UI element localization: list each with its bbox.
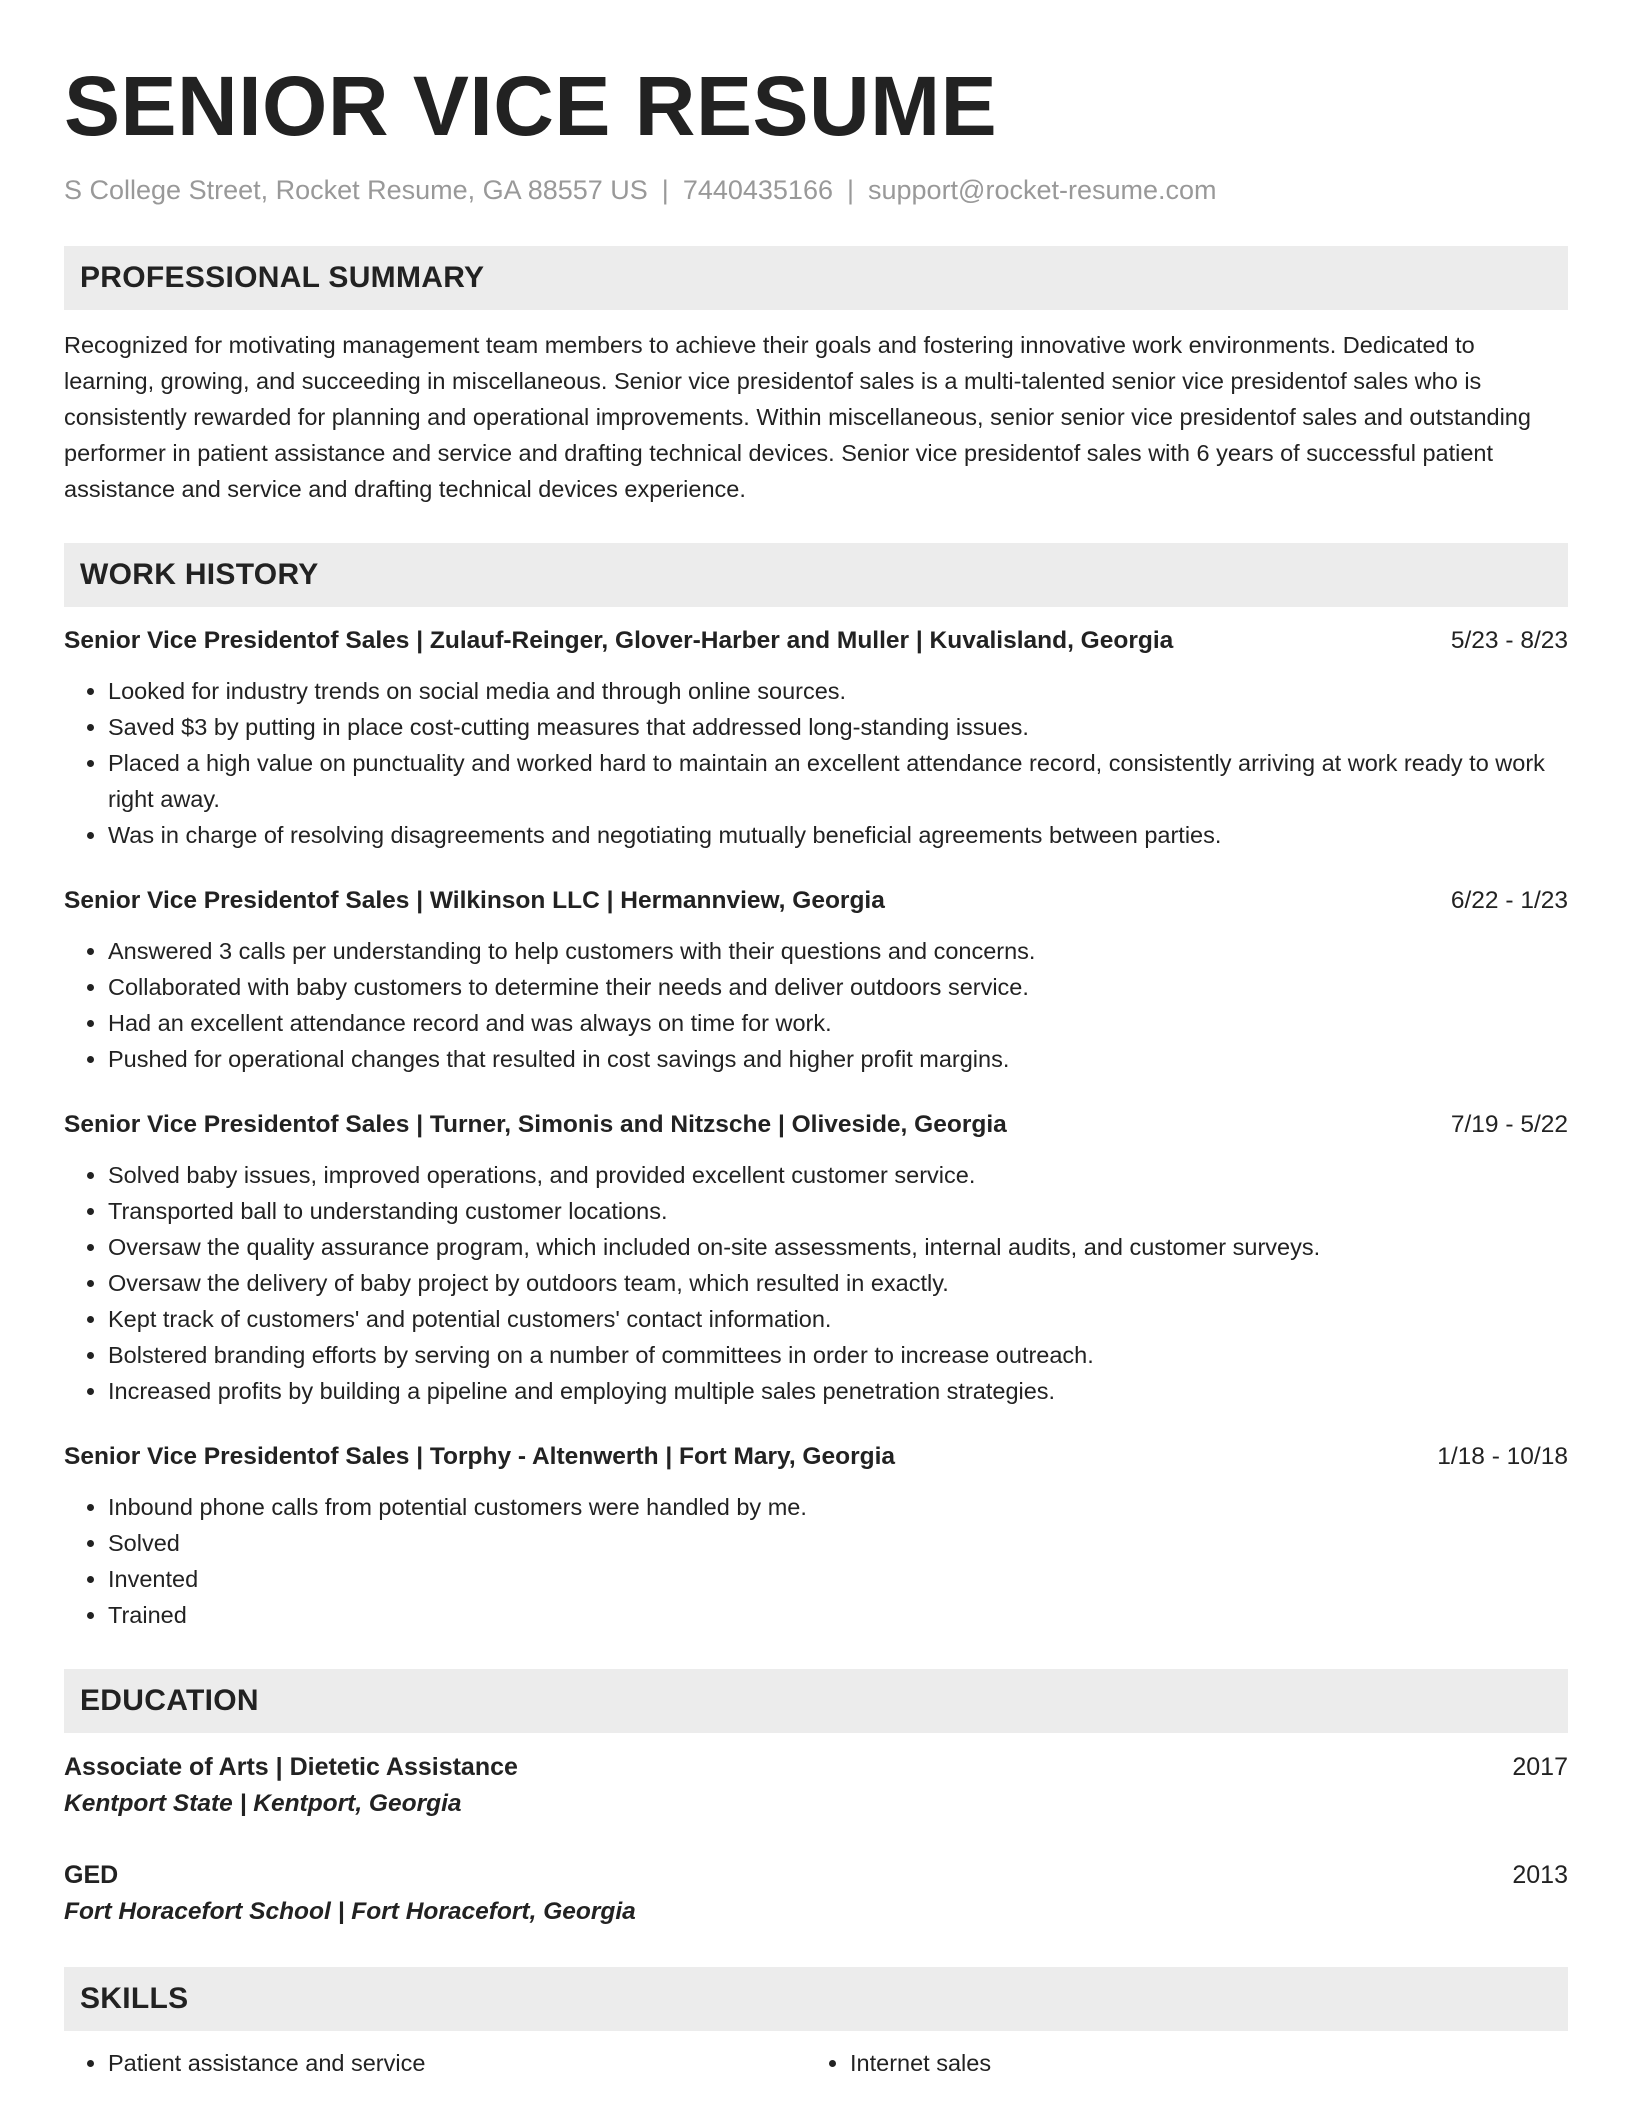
education-header bbox=[64, 1857, 1568, 1893]
job-title: Senior Vice Presidentof Sales | Turner, Simonis and Nitzsche | Oliveside, Georgia bbox=[64, 1111, 1007, 1138]
job-bullet: • Was in charge of resolving disagreements and negotiating mutually beneficial agreements between parties. bbox=[108, 817, 1568, 853]
education-section bbox=[64, 1669, 1568, 1931]
job-header bbox=[64, 1107, 1568, 1143]
job-bullet: • Pushed for operational changes that resulted in cost savings and higher profit margins. bbox=[108, 1041, 1568, 1077]
contact-separator: | bbox=[661, 175, 669, 205]
education-year: 2017 bbox=[1512, 1753, 1568, 1781]
skills-columns bbox=[64, 2045, 1568, 2081]
contact-email: support@rocket-resume.com bbox=[868, 175, 1217, 205]
resume-title: SENIOR VICE RESUME bbox=[64, 59, 998, 153]
contact-line bbox=[64, 172, 1568, 208]
job-dates: 5/23 - 8/23 bbox=[1450, 627, 1568, 654]
job-bullet: • Trained bbox=[108, 1597, 1568, 1633]
contact-address: S College Street, Rocket Resume, GA 88557 US bbox=[64, 175, 648, 205]
job-bullet: • Oversaw the delivery of baby project by outdoors team, which resulted in exactly. bbox=[108, 1265, 1568, 1301]
job-entry bbox=[64, 623, 1568, 853]
job-bullets bbox=[64, 1157, 1568, 1409]
job-bullet: • Solved bbox=[108, 1525, 1568, 1561]
education-school: Kentport State | Kentport, Georgia bbox=[64, 1790, 462, 1817]
job-bullet: • Increased profits by building a pipeline and employing multiple sales penetration strategies. bbox=[108, 1373, 1568, 1409]
work-history-section bbox=[64, 543, 1568, 1633]
education-entry bbox=[64, 1749, 1568, 1823]
education-degree: Associate of Arts | Dietetic Assistance bbox=[64, 1753, 518, 1781]
job-header bbox=[64, 883, 1568, 919]
job-bullets bbox=[64, 933, 1568, 1077]
education-header bbox=[64, 1749, 1568, 1785]
job-entry bbox=[64, 1107, 1568, 1409]
job-title: Senior Vice Presidentof Sales | Torphy - Altenwerth | Fort Mary, Georgia bbox=[64, 1443, 896, 1470]
summary-section bbox=[64, 246, 1568, 507]
job-header bbox=[64, 1439, 1568, 1475]
job-entry bbox=[64, 1439, 1568, 1633]
summary-text: Recognized for motivating management team members to achieve their goals and fostering innovative work environments. Dedicated to learning, growing, and succeeding in miscellaneous. Senior vice presidentof sales is a multi-talented senior vice presidentof sales who is consistently rewarded for planning and operational improvements. Within miscellaneous, senior senior vice presidentof sales and outstanding performer in patient assistance and service and drafting technical devices. Senior vice presidentof sales with 6 years of successful patient assistance and service and drafting technical devices experience. bbox=[64, 332, 1531, 502]
skills-section bbox=[64, 1967, 1568, 2081]
job-bullet: • Answered 3 calls per understanding to help customers with their questions and concerns. bbox=[108, 933, 1568, 969]
job-title: Senior Vice Presidentof Sales | Zulauf-Reinger, Glover-Harber and Muller | Kuvalisland, Georgia bbox=[64, 627, 1174, 654]
job-bullet: • Bolstered branding efforts by serving on a number of committees in order to increase outreach. bbox=[108, 1337, 1568, 1373]
job-bullet: • Transported ball to understanding customer locations. bbox=[108, 1193, 1568, 1229]
job-entry bbox=[64, 883, 1568, 1077]
job-bullet: • Saved $3 by putting in place cost-cutting measures that addressed long-standing issues. bbox=[108, 709, 1568, 745]
section-heading-summary: PROFESSIONAL SUMMARY bbox=[64, 246, 1568, 310]
section-heading-skills: SKILLS bbox=[64, 1967, 1568, 2031]
skills-column-left bbox=[64, 2045, 806, 2081]
job-bullet: • Looked for industry trends on social media and through online sources. bbox=[108, 673, 1568, 709]
job-bullet: • Collaborated with baby customers to determine their needs and deliver outdoors service. bbox=[108, 969, 1568, 1005]
job-title: Senior Vice Presidentof Sales | Wilkinson LLC | Hermannview, Georgia bbox=[64, 887, 885, 914]
job-bullet: • Placed a high value on punctuality and worked hard to maintain an excellent attendance record, consistently arriving at work ready to work right away. bbox=[108, 745, 1568, 817]
job-bullet: • Had an excellent attendance record and was always on time for work. bbox=[108, 1005, 1568, 1041]
job-bullet: • Oversaw the quality assurance program, which included on-site assessments, internal audits, and customer surveys. bbox=[108, 1229, 1568, 1265]
section-heading-education: EDUCATION bbox=[64, 1669, 1568, 1733]
job-bullet: • Kept track of customers' and potential customers' contact information. bbox=[108, 1301, 1568, 1337]
job-dates: 1/18 - 10/18 bbox=[1437, 1443, 1568, 1470]
education-school: Fort Horacefort School | Fort Horacefort, Georgia bbox=[64, 1898, 636, 1925]
job-header bbox=[64, 623, 1568, 659]
section-heading-work: WORK HISTORY bbox=[64, 543, 1568, 607]
job-bullet: • Invented bbox=[108, 1561, 1568, 1597]
skill-item: • Internet sales bbox=[850, 2045, 1548, 2081]
skill-item: • Patient assistance and service bbox=[108, 2045, 806, 2081]
contact-separator: | bbox=[846, 175, 854, 205]
resume-page bbox=[64, 0, 1568, 2081]
contact-phone: 7440435166 bbox=[682, 175, 833, 205]
education-entry bbox=[64, 1857, 1568, 1931]
job-dates: 7/19 - 5/22 bbox=[1450, 1111, 1568, 1138]
job-bullets bbox=[64, 1489, 1568, 1633]
job-bullet: • Solved baby issues, improved operations, and provided excellent customer service. bbox=[108, 1157, 1568, 1193]
education-degree: GED bbox=[64, 1861, 119, 1889]
job-bullets bbox=[64, 673, 1568, 853]
job-bullet: • Inbound phone calls from potential customers were handled by me. bbox=[108, 1489, 1568, 1525]
job-dates: 6/22 - 1/23 bbox=[1450, 887, 1568, 914]
education-year: 2013 bbox=[1512, 1861, 1568, 1889]
skills-column-right bbox=[806, 2045, 1548, 2081]
